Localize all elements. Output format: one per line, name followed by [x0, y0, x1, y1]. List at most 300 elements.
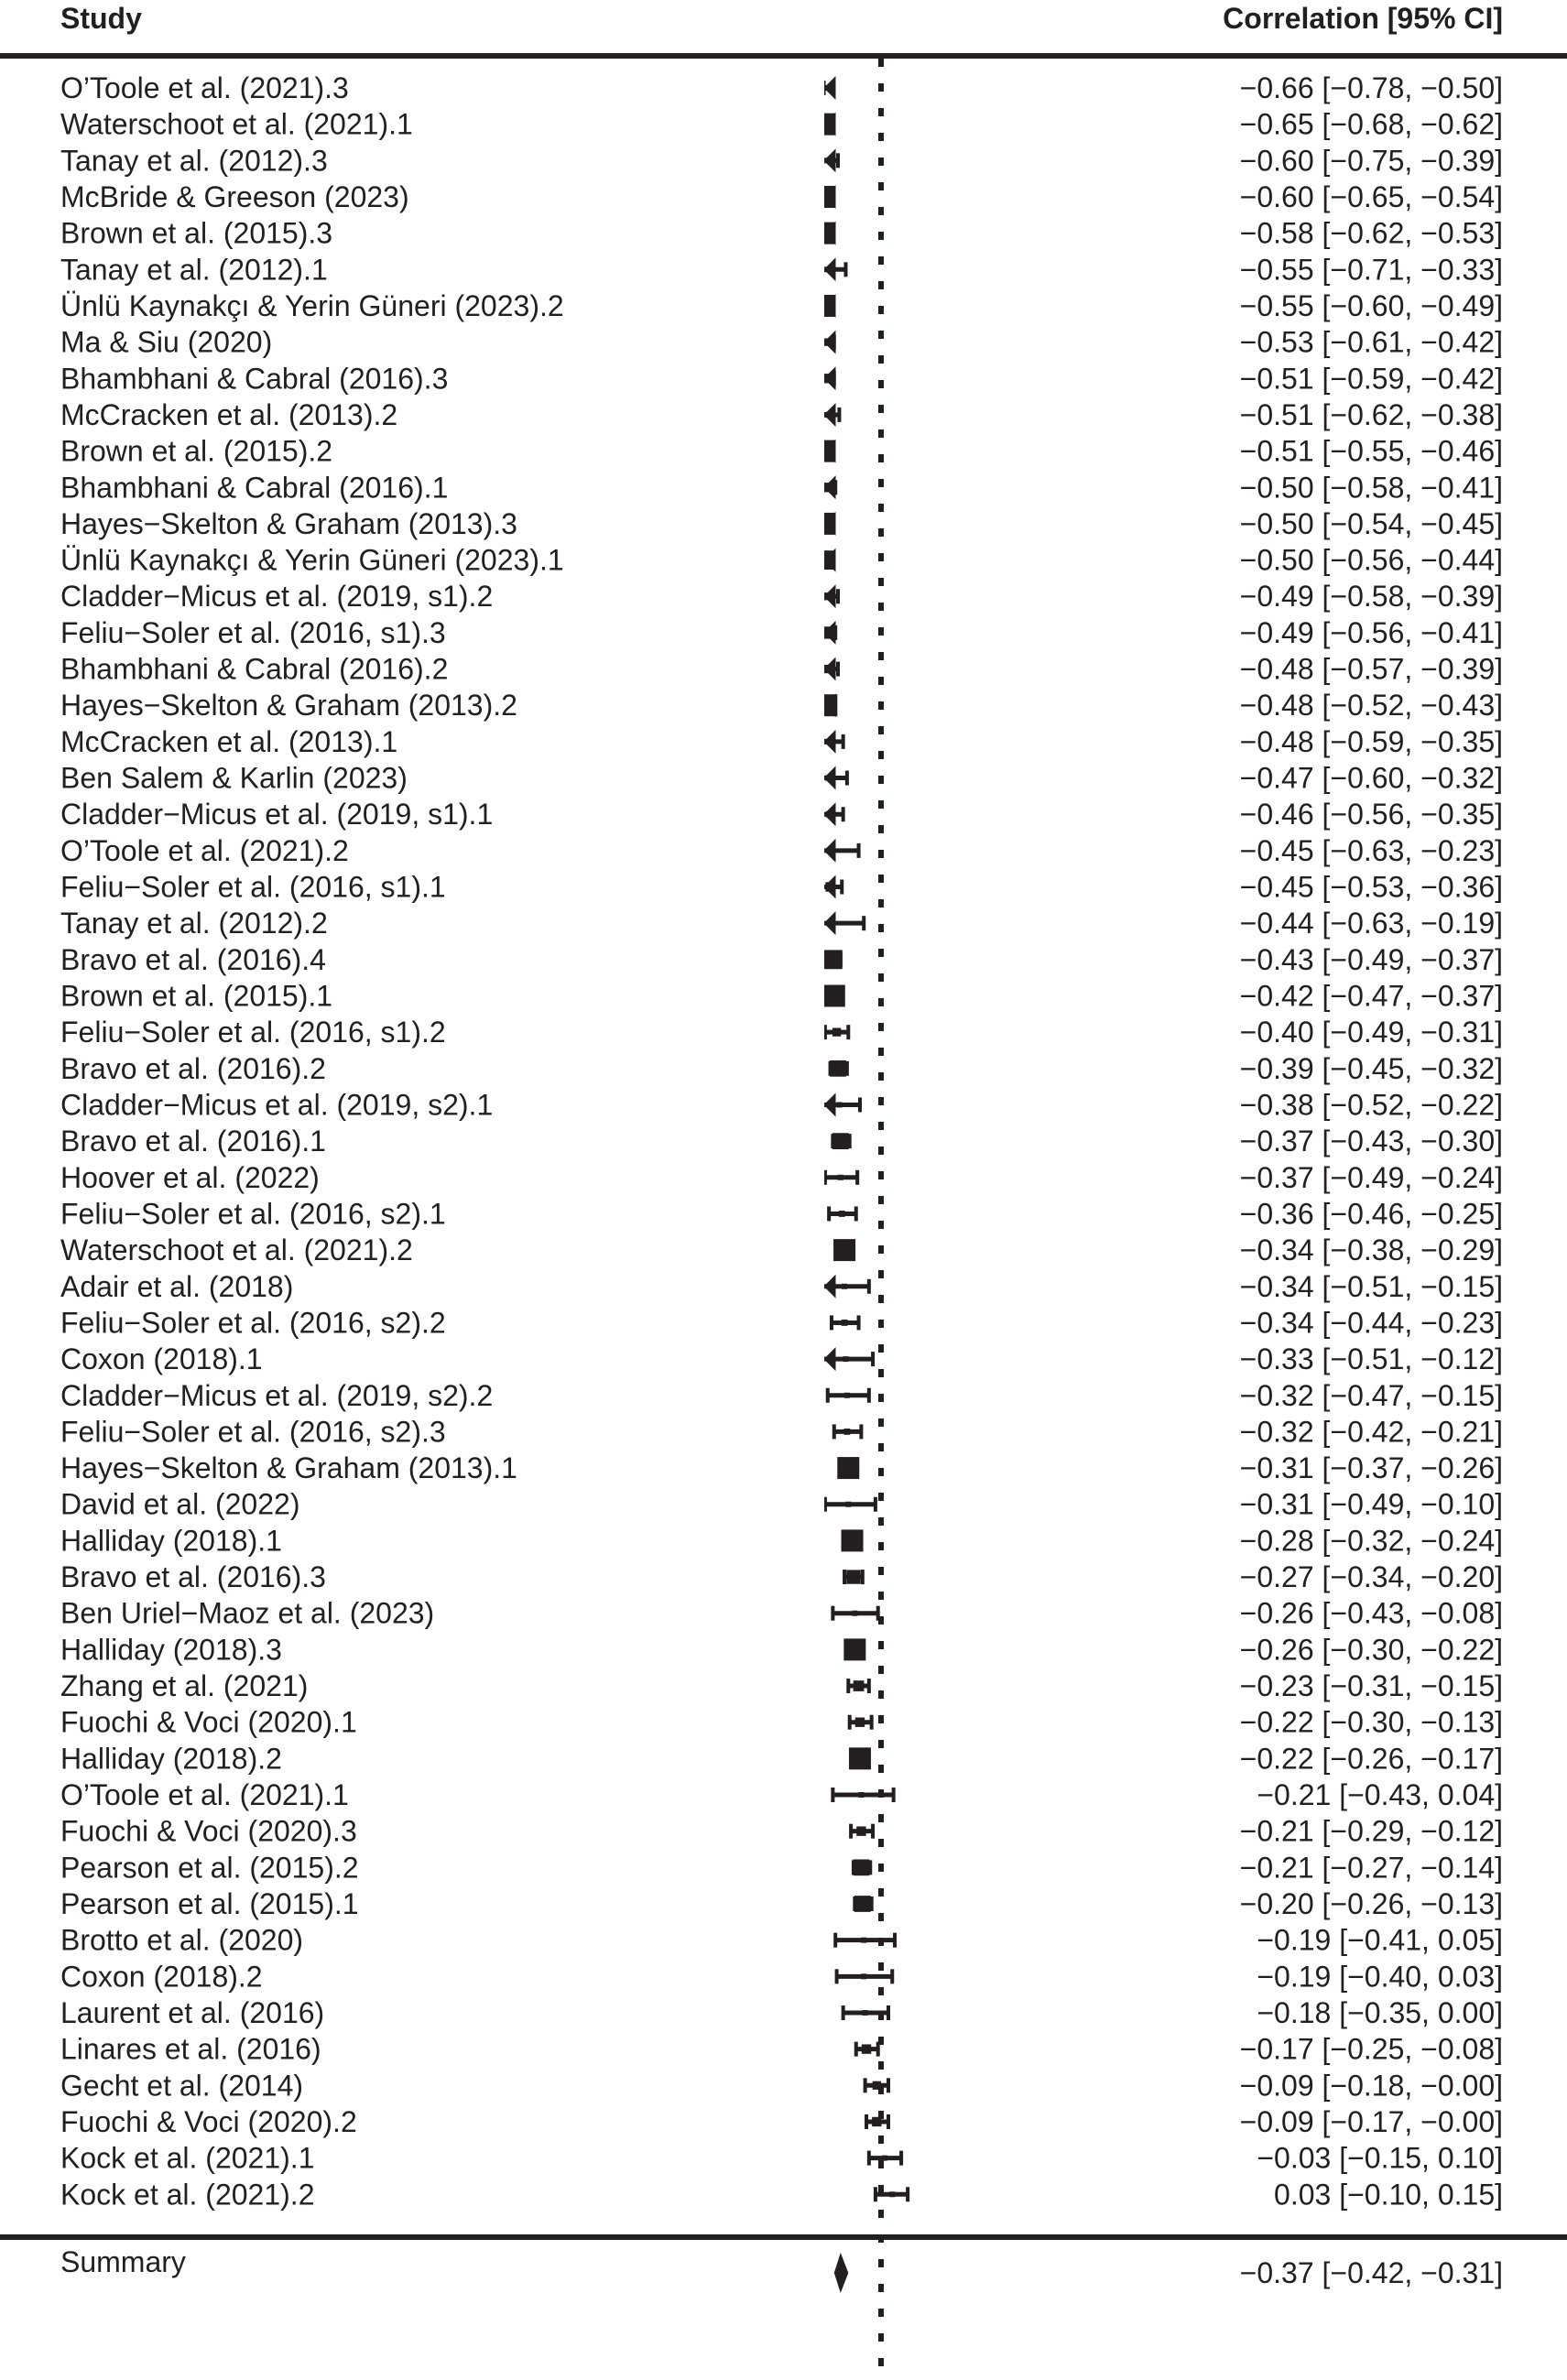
study-row	[60, 1524, 1503, 1557]
study-row	[60, 1560, 1503, 1593]
ci-cap	[831, 1606, 834, 1621]
study-row	[60, 871, 1503, 904]
study-label: Fuochi & Voci (2020).1	[60, 1705, 357, 1739]
study-label: Hayes−Skelton & Graham (2013).3	[60, 506, 517, 540]
estimate-text: −0.55 [−0.71, −0.33]	[1239, 253, 1503, 287]
ci-cap	[835, 1969, 839, 1983]
truncation-arrow	[824, 657, 836, 681]
study-label: Halliday (2018).3	[60, 1633, 282, 1667]
summary-row	[60, 2245, 1503, 2293]
ci-marker	[822, 148, 841, 172]
truncation-arrow	[824, 584, 836, 608]
ci-marker	[822, 657, 840, 681]
study-row	[60, 1161, 1503, 1194]
study-label: McCracken et al. (2013).1	[60, 724, 398, 758]
ci-cap	[830, 1315, 833, 1330]
study-label: Bravo et al. (2016).3	[60, 1560, 326, 1594]
point-estimate	[854, 1680, 865, 1691]
ci-marker	[831, 1133, 851, 1149]
study-label: Feliu−Soler et al. (2016, s1).3	[60, 615, 446, 649]
study-label: Laurent et al. (2016)	[60, 1995, 325, 2029]
study-row	[60, 71, 1503, 104]
estimate-text: −0.33 [−0.51, −0.12]	[1239, 1342, 1503, 1376]
study-label: Waterschoot et al. (2021).2	[60, 1233, 413, 1267]
ci-marker	[835, 1969, 895, 1983]
estimate-text: −0.60 [−0.75, −0.39]	[1239, 144, 1503, 178]
summary-rule	[0, 2234, 1567, 2240]
estimate-text: −0.58 [−0.62, −0.53]	[1239, 216, 1503, 250]
study-column-header: Study	[60, 2, 142, 35]
ci-marker	[833, 1239, 855, 1261]
ci-cap	[836, 589, 840, 603]
study-label: Hayes−Skelton & Graham (2013).2	[60, 689, 517, 723]
estimate-text: −0.26 [−0.43, −0.08]	[1239, 1596, 1503, 1630]
estimate-text: −0.48 [−0.52, −0.43]	[1239, 689, 1503, 723]
study-label: Bhambhani & Cabral (2016).1	[60, 471, 449, 505]
estimate-text: −0.47 [−0.60, −0.32]	[1239, 761, 1503, 795]
ci-cap	[846, 1679, 850, 1693]
truncation-arrow	[824, 331, 836, 354]
truncation-arrow	[824, 766, 836, 790]
point-estimate	[856, 1826, 865, 1835]
study-label: O’Toole et al. (2021).3	[60, 71, 349, 104]
point-estimate	[836, 1102, 842, 1107]
study-label: Hayes−Skelton & Graham (2013).1	[60, 1451, 517, 1485]
truncation-arrow	[824, 148, 836, 172]
estimate-text: −0.37 [−0.49, −0.24]	[1239, 1160, 1503, 1194]
estimate-text: −0.55 [−0.60, −0.49]	[1239, 288, 1503, 322]
study-row	[60, 1815, 1503, 1848]
ci-marker	[831, 1788, 895, 1802]
study-row	[60, 2105, 1503, 2138]
study-row	[60, 1016, 1503, 1049]
estimate-text: −0.32 [−0.47, −0.15]	[1239, 1378, 1503, 1412]
study-row	[60, 1488, 1503, 1521]
study-label: Feliu−Soler et al. (2016, s1).1	[60, 870, 446, 904]
estimate-text: 0.03 [−0.10, 0.15]	[1274, 2178, 1503, 2212]
ci-cap	[831, 1788, 834, 1802]
ci-cap	[870, 1715, 874, 1730]
study-row	[60, 1342, 1503, 1375]
point-estimate	[889, 2191, 895, 2197]
ci-marker	[827, 1206, 858, 1221]
study-row	[60, 616, 1503, 649]
study-row	[60, 1306, 1503, 1339]
point-estimate	[823, 950, 843, 969]
study-label: Brown et al. (2015).3	[60, 216, 333, 250]
point-estimate	[823, 985, 845, 1007]
study-label: Gecht et al. (2014)	[60, 2069, 304, 2103]
summary-estimate-text: −0.37 [−0.42, −0.31]	[1239, 2256, 1503, 2289]
ci-marker	[824, 802, 845, 826]
study-label: Cladder−Micus et al. (2019, s2).1	[60, 1088, 494, 1122]
ci-cap	[848, 1715, 852, 1730]
study-label: O’Toole et al. (2021).2	[60, 833, 349, 867]
point-estimate	[873, 2081, 881, 2090]
ci-marker	[824, 1275, 871, 1299]
ci-cap	[837, 408, 841, 422]
study-row	[60, 144, 1503, 177]
ci-cap	[887, 2078, 890, 2092]
ci-marker	[831, 1606, 879, 1621]
ci-cap	[867, 1279, 871, 1294]
ci-marker	[865, 2114, 890, 2129]
estimate-text: −0.43 [−0.49, −0.37]	[1239, 942, 1503, 976]
estimate-text: −0.21 [−0.27, −0.14]	[1239, 1851, 1503, 1885]
truncation-arrow	[824, 621, 836, 645]
study-label: Fuochi & Voci (2020).2	[60, 2104, 357, 2138]
study-row	[60, 1052, 1503, 1085]
study-label: David et al. (2022)	[60, 1487, 300, 1521]
point-estimate	[842, 1529, 864, 1551]
ci-cap	[871, 1352, 875, 1366]
study-label: Bravo et al. (2016).1	[60, 1125, 326, 1158]
study-label: Cladder−Micus et al. (2019, s1).2	[60, 580, 494, 614]
study-row	[60, 980, 1503, 1013]
study-row	[60, 1379, 1503, 1412]
ci-cap	[857, 843, 861, 858]
ci-cap	[862, 916, 865, 930]
truncation-arrow	[824, 875, 836, 899]
estimate-text: −0.44 [−0.63, −0.19]	[1239, 907, 1503, 940]
study-label: Ünlü Kaynakçı & Yerin Güneri (2023).1	[60, 543, 564, 577]
estimate-text: −0.34 [−0.51, −0.15]	[1239, 1269, 1503, 1303]
ci-marker	[843, 1570, 865, 1584]
study-row	[60, 544, 1503, 577]
study-label: Hoover et al. (2022)	[60, 1160, 320, 1194]
ci-cap	[861, 1570, 865, 1584]
study-row	[60, 1996, 1503, 2029]
ci-cap	[906, 2187, 909, 2201]
estimate-text: −0.60 [−0.65, −0.54]	[1239, 179, 1503, 213]
truncation-arrow	[824, 366, 836, 390]
ci-cap	[833, 1933, 837, 1948]
study-label: Feliu−Soler et al. (2016, s2).2	[60, 1306, 446, 1340]
truncation-arrow	[824, 1092, 836, 1116]
ci-marker	[813, 440, 836, 463]
estimate-text: −0.53 [−0.61, −0.42]	[1239, 325, 1503, 359]
study-row	[60, 471, 1503, 504]
ci-marker	[848, 1715, 874, 1730]
estimate-text: −0.38 [−0.52, −0.22]	[1239, 1088, 1503, 1122]
estimate-text: −0.09 [−0.18, −0.00]	[1239, 2069, 1503, 2103]
estimate-text: −0.50 [−0.58, −0.41]	[1239, 471, 1503, 505]
ci-marker	[824, 766, 849, 790]
study-row	[60, 1742, 1503, 1775]
ci-cap	[849, 1824, 853, 1839]
study-label: Feliu−Soler et al. (2016, s2).3	[60, 1415, 446, 1449]
header-rule	[0, 53, 1567, 59]
ci-cap	[854, 1206, 858, 1221]
point-estimate	[862, 2044, 871, 2053]
study-label: Feliu−Soler et al. (2016, s2).1	[60, 1197, 446, 1231]
estimate-text: −0.22 [−0.30, −0.13]	[1239, 1705, 1503, 1739]
study-label: Kock et al. (2021).2	[60, 2178, 315, 2212]
ci-cap	[867, 1679, 871, 1693]
ci-marker	[813, 294, 836, 318]
point-estimate	[830, 1060, 846, 1077]
ci-cap	[887, 2005, 890, 2020]
estimate-text: −0.27 [−0.34, −0.20]	[1239, 1560, 1503, 1594]
ci-marker	[813, 185, 836, 209]
estimate-text: −0.48 [−0.59, −0.35]	[1239, 724, 1503, 758]
ci-cap	[858, 1097, 862, 1112]
point-estimate	[843, 1356, 848, 1362]
ci-marker	[824, 1092, 862, 1116]
estimate-text: −0.42 [−0.47, −0.37]	[1239, 979, 1503, 1013]
point-estimate	[839, 1211, 845, 1217]
point-estimate	[842, 1284, 847, 1289]
study-label: Tanay et al. (2012).3	[60, 144, 328, 178]
point-estimate	[861, 1938, 866, 1943]
truncation-arrow	[824, 1347, 836, 1371]
study-label: Halliday (2018).2	[60, 1742, 282, 1776]
study-row	[60, 1669, 1503, 1702]
point-estimate	[843, 1429, 850, 1435]
ci-cap	[826, 1388, 830, 1403]
estimate-text: −0.26 [−0.30, −0.22]	[1239, 1633, 1503, 1667]
truncation-arrow	[824, 403, 836, 427]
study-label: Fuochi & Voci (2020).3	[60, 1814, 357, 1848]
ci-cap	[855, 1170, 859, 1185]
study-row	[60, 1415, 1503, 1448]
ci-marker	[822, 257, 848, 281]
truncation-arrow	[824, 1275, 836, 1299]
ci-marker	[822, 76, 836, 100]
ci-marker	[824, 839, 861, 863]
study-row	[60, 1887, 1503, 1920]
study-row	[60, 2069, 1503, 2102]
ci-cap	[893, 1933, 897, 1948]
truncation-arrow	[824, 475, 836, 499]
truncation-arrow	[824, 76, 836, 100]
estimate-text: −0.31 [−0.37, −0.26]	[1239, 1451, 1503, 1485]
truncation-arrow	[824, 802, 836, 826]
estimate-text: −0.20 [−0.26, −0.13]	[1239, 1887, 1503, 1920]
study-row	[60, 435, 1503, 468]
ci-marker	[823, 985, 845, 1007]
ci-marker	[822, 584, 840, 608]
ci-cap	[840, 880, 843, 895]
study-label: Brown et al. (2015).1	[60, 979, 333, 1013]
ci-cap	[876, 1606, 880, 1621]
estimate-column-header: Correlation [95% CI]	[1223, 2, 1503, 35]
ci-marker	[813, 113, 836, 136]
ci-cap	[843, 1570, 846, 1584]
study-label: Ben Uriel−Maoz et al. (2023)	[60, 1596, 435, 1630]
ci-marker	[837, 1457, 859, 1479]
ci-marker	[829, 1060, 849, 1077]
ci-cap	[865, 2114, 868, 2129]
point-estimate	[846, 1570, 860, 1583]
study-label: Tanay et al. (2012).2	[60, 907, 328, 940]
study-rows	[60, 71, 1503, 2211]
ci-marker	[822, 403, 842, 427]
estimate-text: −0.09 [−0.17, −0.00]	[1239, 2104, 1503, 2138]
ci-marker	[819, 366, 835, 390]
study-label: Feliu−Soler et al. (2016, s1).2	[60, 1016, 446, 1049]
ci-marker	[853, 1896, 873, 1912]
ci-cap	[890, 1969, 894, 1983]
estimate-text: −0.45 [−0.63, −0.23]	[1239, 833, 1503, 867]
estimate-text: −0.28 [−0.32, −0.24]	[1239, 1524, 1503, 1558]
estimate-text: −0.51 [−0.59, −0.42]	[1239, 362, 1503, 396]
point-estimate	[832, 1133, 849, 1149]
study-row	[60, 1706, 1503, 1739]
study-label: Bhambhani & Cabral (2016).3	[60, 362, 449, 396]
ci-cap	[832, 1424, 836, 1439]
ci-cap	[857, 1315, 861, 1330]
estimate-text: −0.34 [−0.38, −0.29]	[1239, 1233, 1503, 1267]
study-label: Ma & Siu (2020)	[60, 325, 273, 359]
ci-marker	[823, 1497, 877, 1512]
study-label: Bravo et al. (2016).2	[60, 1051, 326, 1085]
estimate-text: −0.48 [−0.57, −0.39]	[1239, 652, 1503, 686]
ci-marker	[823, 1170, 859, 1185]
estimate-text: −0.50 [−0.56, −0.44]	[1239, 543, 1503, 577]
study-row	[60, 2178, 1503, 2211]
study-row	[60, 580, 1503, 613]
point-estimate	[842, 1320, 848, 1326]
estimate-text: −0.21 [−0.43, 0.04]	[1257, 1778, 1503, 1812]
study-label: Kock et al. (2021).1	[60, 2141, 315, 2175]
study-label: Halliday (2018).1	[60, 1524, 282, 1558]
ci-cap	[892, 1788, 896, 1802]
study-row	[60, 1233, 1503, 1266]
study-row	[60, 1197, 1503, 1230]
truncation-arrow	[824, 257, 836, 281]
study-row	[60, 689, 1503, 722]
point-estimate	[882, 2156, 887, 2161]
ci-marker	[813, 222, 836, 245]
ci-marker	[823, 730, 844, 754]
ci-cap	[871, 1824, 875, 1839]
study-label: Bravo et al. (2016).4	[60, 942, 326, 976]
ci-marker	[846, 1679, 871, 1693]
study-label: McBride & Greeson (2023)	[60, 179, 409, 213]
ci-marker	[852, 1859, 872, 1875]
ci-cap	[823, 1025, 827, 1039]
estimate-text: −0.36 [−0.46, −0.25]	[1239, 1197, 1503, 1231]
study-label: Waterschoot et al. (2021).1	[60, 107, 413, 141]
truncation-arrow	[824, 911, 836, 935]
study-label: Pearson et al. (2015).2	[60, 1851, 359, 1885]
estimate-text: −0.45 [−0.53, −0.36]	[1239, 870, 1503, 904]
study-row	[60, 1924, 1503, 1957]
ci-cap	[836, 662, 840, 677]
ci-cap	[823, 1497, 827, 1512]
ci-marker	[823, 950, 843, 969]
ci-cap	[836, 153, 840, 168]
ci-marker	[830, 1315, 861, 1330]
study-label: Pearson et al. (2015).1	[60, 1887, 359, 1920]
study-row	[60, 217, 1503, 250]
estimate-text: −0.17 [−0.25, −0.08]	[1239, 2032, 1503, 2066]
ci-cap	[874, 2187, 877, 2201]
estimate-text: −0.40 [−0.49, −0.31]	[1239, 1016, 1503, 1049]
ci-marker	[813, 512, 836, 536]
ci-marker	[824, 1347, 876, 1371]
study-row	[60, 798, 1503, 831]
truncation-arrow	[824, 730, 836, 754]
estimate-text: −0.19 [−0.41, 0.05]	[1257, 1923, 1503, 1957]
summary-diamond	[834, 2253, 849, 2293]
study-label: Ben Salem & Karlin (2023)	[60, 761, 408, 795]
study-label: O’Toole et al. (2021).1	[60, 1778, 349, 1812]
ci-marker	[824, 911, 866, 935]
study-row	[60, 1597, 1503, 1630]
ci-marker	[864, 2078, 890, 2092]
ci-cap	[887, 2114, 890, 2129]
ci-marker	[823, 1025, 850, 1039]
study-row	[60, 362, 1503, 395]
study-row	[60, 108, 1503, 141]
ci-marker	[833, 1933, 897, 1948]
point-estimate	[838, 1175, 843, 1180]
study-label: Cladder−Micus et al. (2019, s2).2	[60, 1378, 494, 1412]
ci-cap	[827, 1206, 831, 1221]
ci-cap	[899, 2151, 903, 2166]
study-label: Brown et al. (2015).2	[60, 434, 333, 468]
study-row	[60, 1778, 1503, 1811]
estimate-text: −0.50 [−0.54, −0.45]	[1239, 506, 1503, 540]
study-label: McCracken et al. (2013).2	[60, 397, 398, 431]
study-row	[60, 398, 1503, 431]
ci-cap	[846, 1025, 850, 1039]
ci-cap	[842, 807, 845, 821]
ci-marker	[849, 1824, 875, 1839]
study-row	[60, 1088, 1503, 1121]
ci-cap	[842, 2005, 845, 2020]
study-row	[60, 1270, 1503, 1303]
study-row	[60, 653, 1503, 686]
study-row	[60, 1451, 1503, 1484]
ci-marker	[832, 1424, 864, 1439]
study-label: Tanay et al. (2012).1	[60, 253, 328, 287]
estimate-text: −0.18 [−0.35, 0.00]	[1257, 1995, 1503, 2029]
study-label: Bhambhani & Cabral (2016).2	[60, 652, 449, 686]
ci-cap	[874, 1497, 877, 1512]
point-estimate	[837, 1457, 859, 1479]
estimate-text: −0.46 [−0.56, −0.35]	[1239, 798, 1503, 831]
ci-marker	[814, 549, 835, 572]
study-label: Brotto et al. (2020)	[60, 1923, 304, 1957]
study-row	[60, 762, 1503, 795]
ci-cap	[842, 734, 845, 749]
estimate-text: −0.23 [−0.31, −0.15]	[1239, 1669, 1503, 1703]
estimate-text: −0.49 [−0.56, −0.41]	[1239, 615, 1503, 649]
study-row	[60, 725, 1503, 758]
point-estimate	[855, 1718, 865, 1727]
ci-marker	[854, 2042, 880, 2057]
ci-marker	[820, 331, 835, 354]
ci-marker	[826, 1388, 871, 1403]
ci-cap	[845, 771, 849, 786]
point-estimate	[863, 2010, 868, 2016]
ci-marker	[867, 2151, 903, 2166]
ci-marker	[842, 1529, 864, 1551]
study-row	[60, 507, 1503, 540]
study-row	[60, 1633, 1503, 1666]
point-estimate	[844, 1393, 850, 1398]
estimate-text: −0.31 [−0.49, −0.10]	[1239, 1487, 1503, 1521]
ci-marker	[815, 693, 837, 717]
study-row	[60, 289, 1503, 322]
point-estimate	[832, 1028, 841, 1037]
study-label: Zhang et al. (2021)	[60, 1669, 309, 1703]
study-label: Coxon (2018).1	[60, 1342, 263, 1376]
ci-cap	[823, 1170, 827, 1185]
